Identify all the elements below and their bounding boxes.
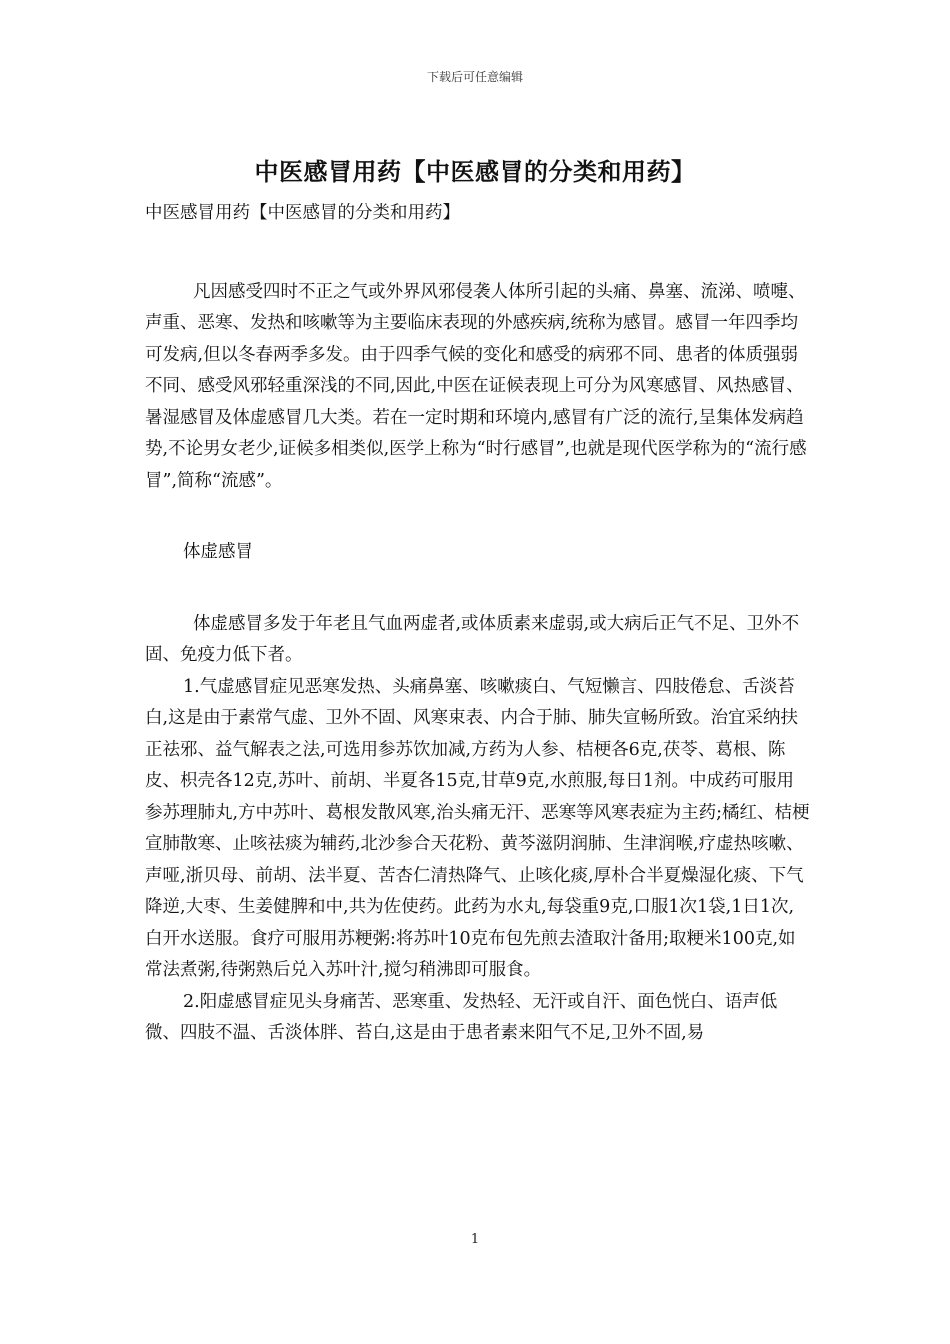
document-body [145, 198, 811, 1050]
page-number: 1 [470, 1232, 480, 1247]
document-subtitle: 中医感冒用药【中医感冒的分类和用药】 [145, 203, 460, 223]
spacer [145, 497, 811, 537]
intro-paragraph: 凡因感受四时不正之气或外界风邪侵袭人体所引起的头痛、鼻塞、流涕、喷嚏、声重、恶寒、发热和咳嗽等为主要临床表现的外感疾病,统称为感冒。感冒一年四季均可发病,但以冬春两季多发。由于四季气候的变化和感受的病邪不同、患者的体质强弱不同、感受风邪轻重深浅的不同,因此,中医在证候表现上可分为风寒感冒、风热感冒、暑湿感冒及体虚感冒几大类。若在一定时期和环境内,感冒有广泛的流行,呈集体发病趋势,不论男女老少,证候多相类似,医学上称为“时行感冒”,也就是现代医学称为的“流行感冒”,简称“流感”。 [145, 281, 807, 491]
section-intro-paragraph: 体虚感冒多发于年老且气血两虚者,或体质素来虚弱,或大病后正气不足、卫外不固、免疫力低下者。 [145, 613, 800, 665]
section-heading: 体虚感冒 [183, 542, 253, 562]
spacer [145, 569, 811, 609]
item-1-paragraph: 1.气虚感冒症见恶寒发热、头痛鼻塞、咳嗽痰白、气短懒言、四肢倦怠、舌淡苔白,这是由于素常气虚、卫外不固、风寒束表、内合于肺、肺失宣畅所致。治宜采纳扶正祛邪、益气解表之法,可选用参苏饮加减,方药为人参、桔梗各6克,茯苓、葛根、陈皮、枳壳各12克,苏叶、前胡、半夏各15克,甘草9克,水煎服,每日1剂。中成药可服用参苏理肺丸,方中苏叶、葛根发散风寒,治头痛无汗、恶寒等风寒表症为主药;橘红、桔梗宣肺散寒、止咳祛痰为辅药,北沙参合天花粉、黄芩滋阴润肺、生津润喉,疗虚热咳嗽、声哑,浙贝母、前胡、法半夏、苦杏仁清热降气、止咳化痰,厚朴合半夏燥湿化痰、下气降逆,大枣、生姜健脾和中,共为佐使药。此药为水丸,每袋重9克,口服1次1袋,1日1次,白开水送服。食疗可服用苏粳粥:将苏叶10克布包先煎去渣取汁备用;取粳米100克,如常法煮粥,待粥熟后兑入苏叶汁,搅匀稍沸即可服食。 [145, 676, 810, 980]
item-2-paragraph: 2.阳虚感冒症见头身痛苦、恶寒重、发热轻、无汗或自汗、面色恍白、语声低微、四肢不温、舌淡体胖、苔白,这是由于患者素来阳气不足,卫外不固,易 [145, 991, 778, 1043]
document-title: 中医感冒用药【中医感冒的分类和用药】 [254, 157, 696, 186]
spacer [145, 230, 811, 277]
page-header-note: 下载后可任意编辑 [426, 70, 523, 84]
